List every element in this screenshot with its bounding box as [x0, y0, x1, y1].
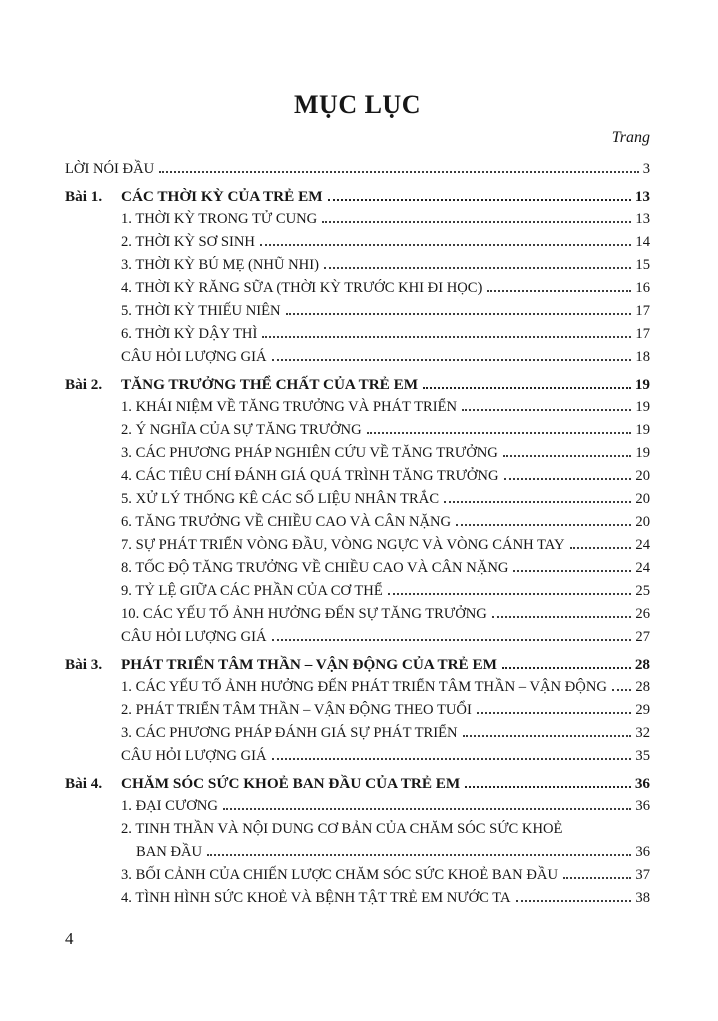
toc-entry	[65, 818, 650, 841]
toc-page-number: 28	[634, 656, 650, 673]
toc-entry-text: CÂU HỎI LƯỢNG GIÁ	[121, 349, 267, 365]
toc-entry	[65, 346, 650, 369]
page-title: MỤC LỤC	[294, 90, 421, 119]
toc-entry-text: 1. ĐẠI CƯƠNG	[121, 798, 218, 814]
toc-entry	[65, 300, 650, 323]
toc-list	[65, 158, 650, 910]
toc-page-number: 3	[642, 161, 650, 177]
toc-page-number: 29	[635, 702, 650, 718]
toc-entry	[65, 488, 650, 511]
toc-entry	[65, 254, 650, 277]
dotted-leader	[260, 244, 631, 246]
toc-entry-text: 1. CÁC YẾU TỐ ẢNH HƯỞNG ĐẾN PHÁT TRIỂN TÂM THẦN – VẬN ĐỘNG	[121, 679, 607, 695]
dotted-leader	[367, 432, 632, 434]
toc-page-number: 20	[635, 491, 650, 507]
toc-entry	[65, 185, 650, 208]
toc-entry	[65, 699, 650, 722]
toc-entry-text: 4. CÁC TIÊU CHÍ ĐÁNH GIÁ QUÁ TRÌNH TĂNG TRƯỞNG	[121, 468, 499, 484]
dotted-leader	[503, 455, 632, 457]
dotted-leader	[322, 221, 631, 223]
toc-page-number: 20	[635, 514, 650, 530]
chapter-label: Bài 3.	[65, 656, 103, 673]
dotted-leader	[612, 689, 632, 691]
toc-page-number: 13	[634, 188, 650, 205]
toc-page-number: 19	[634, 376, 650, 393]
dotted-leader	[272, 359, 632, 361]
toc-entry-text: 3. CÁC PHƯƠNG PHÁP ĐÁNH GIÁ SỰ PHÁT TRIỂN	[121, 725, 458, 741]
toc-page-number: 17	[635, 326, 650, 342]
dotted-leader	[492, 616, 632, 618]
toc-entry	[65, 841, 650, 864]
toc-entry	[65, 722, 650, 745]
toc-page-number: 19	[635, 422, 650, 438]
toc-entry-text: TĂNG TRƯỞNG THỂ CHẤT CỦA TRẺ EM	[121, 376, 419, 393]
toc-entry	[65, 745, 650, 768]
toc-page-number: 38	[635, 890, 650, 906]
toc-page-number: 17	[635, 303, 650, 319]
toc-page-number: 24	[635, 560, 650, 576]
dotted-leader	[502, 667, 631, 669]
dotted-leader	[516, 900, 632, 902]
folio-page-number: 4	[65, 929, 74, 948]
toc-entry-text: CÂU HỎI LƯỢNG GIÁ	[121, 748, 267, 764]
toc-entry	[65, 231, 650, 254]
toc-entry-text: 4. TÌNH HÌNH SỨC KHOẺ VÀ BỆNH TẬT TRẺ EM NƯỚC TA	[121, 890, 511, 906]
dotted-leader	[513, 570, 631, 572]
toc-page-number: 37	[635, 867, 650, 883]
dotted-leader	[262, 336, 631, 338]
toc-entry-text: 2. PHÁT TRIỂN TÂM THẦN – VẬN ĐỘNG THEO TUỔI	[121, 702, 472, 718]
toc-entry	[65, 653, 650, 676]
toc-page-number: 27	[635, 629, 650, 645]
dotted-leader	[487, 290, 631, 292]
toc-entry-text: 3. CÁC PHƯƠNG PHÁP NGHIÊN CỨU VỀ TĂNG TRƯỞNG	[121, 445, 498, 461]
toc-entry	[65, 603, 650, 626]
toc-page-number: 19	[635, 445, 650, 461]
toc-entry	[65, 465, 650, 488]
toc-page-number: 14	[635, 234, 650, 250]
toc-page-number: 36	[634, 775, 650, 792]
dotted-leader	[207, 854, 631, 856]
toc-page-number: 20	[635, 468, 650, 484]
toc-entry-text: 5. THỜI KỲ THIẾU NIÊN	[121, 303, 281, 319]
toc-entry-text: CÂU HỎI LƯỢNG GIÁ	[121, 629, 267, 645]
toc-entry-text: 6. TĂNG TRƯỞNG VỀ CHIỀU CAO VÀ CÂN NẶNG	[121, 514, 452, 530]
toc-entry-text: 1. THỜI KỲ TRONG TỬ CUNG	[121, 211, 318, 227]
toc-entry-text: 7. SỰ PHÁT TRIỂN VÒNG ĐẦU, VÒNG NGỰC VÀ VÒNG CÁNH TAY	[121, 537, 565, 553]
toc-entry-text: 2. Ý NGHĨA CỦA SỰ TĂNG TRƯỞNG	[121, 422, 362, 438]
dotted-leader	[159, 171, 639, 173]
toc-entry	[65, 864, 650, 887]
toc-page-number: 19	[635, 399, 650, 415]
dotted-leader	[462, 409, 631, 411]
toc-page-number: 16	[635, 280, 650, 296]
toc-page-number: 36	[635, 844, 650, 860]
dotted-leader	[328, 199, 631, 201]
toc-page-number: 25	[635, 583, 650, 599]
toc-entry-text: 4. THỜI KỲ RĂNG SỮA (THỜI KỲ TRƯỚC KHI ĐI HỌC)	[121, 280, 483, 296]
toc-entry	[65, 511, 650, 534]
dotted-leader	[324, 267, 631, 269]
toc-entry	[65, 580, 650, 603]
toc-entry	[65, 887, 650, 910]
dotted-leader	[563, 877, 631, 879]
dotted-leader	[465, 786, 631, 788]
chapter-label: Bài 1.	[65, 188, 103, 205]
dotted-leader	[456, 524, 631, 526]
toc-page-number: 18	[635, 349, 650, 365]
toc-entry	[65, 626, 650, 649]
toc-page-number: 15	[635, 257, 650, 273]
dotted-leader	[286, 313, 632, 315]
toc-entry	[65, 772, 650, 795]
toc-page-number: 32	[635, 725, 650, 741]
toc-entry-text: LỜI NÓI ĐẦU	[65, 161, 155, 177]
toc-entry-text: 2. TINH THẦN VÀ NỘI DUNG CƠ BẢN CỦA CHĂM SÓC SỨC KHOẺ	[121, 821, 563, 837]
toc-entry-text: PHÁT TRIỂN TÂM THẦN – VẬN ĐỘNG CỦA TRẺ EM	[121, 656, 497, 673]
toc-entry	[65, 419, 650, 442]
toc-entry-text: 6. THỜI KỲ DẬY THÌ	[121, 326, 258, 342]
toc-entry	[65, 396, 650, 419]
page-column-header: Trang	[611, 129, 650, 146]
toc-entry	[65, 534, 650, 557]
chapter-label: Bài 2.	[65, 376, 103, 393]
toc-entry	[65, 676, 650, 699]
toc-entry-text: 8. TỐC ĐỘ TĂNG TRƯỞNG VỀ CHIỀU CAO VÀ CÂN NẶNG	[121, 560, 509, 576]
toc-entry-text: 1. KHÁI NIỆM VỀ TĂNG TRƯỞNG VÀ PHÁT TRIỂN	[121, 399, 458, 415]
toc-entry-text: 10. CÁC YẾU TỐ ẢNH HƯỞNG ĐẾN SỰ TĂNG TRƯỞNG	[121, 606, 487, 622]
toc-entry-text: CHĂM SÓC SỨC KHOẺ BAN ĐẦU CỦA TRẺ EM	[121, 775, 461, 792]
toc-entry	[65, 442, 650, 465]
toc-entry-text: 9. TỶ LỆ GIỮA CÁC PHẦN CỦA CƠ THỂ	[121, 583, 383, 599]
toc-entry-text: 3. THỜI KỲ BÚ MẸ (NHŨ NHI)	[121, 257, 319, 273]
toc-entry-text: BAN ĐẦU	[136, 844, 203, 860]
toc-page-number: 35	[635, 748, 650, 764]
dotted-leader	[272, 639, 632, 641]
toc-entry	[65, 795, 650, 818]
toc-entry	[65, 373, 650, 396]
dotted-leader	[463, 735, 632, 737]
chapter-label: Bài 4.	[65, 775, 103, 792]
dotted-leader	[570, 547, 632, 549]
dotted-leader	[444, 501, 631, 503]
toc-page-number: 28	[635, 679, 650, 695]
toc-entry	[65, 158, 650, 181]
toc-page-number: 24	[635, 537, 650, 553]
dotted-leader	[223, 808, 632, 810]
toc-page-number: 26	[635, 606, 650, 622]
toc-entry	[65, 323, 650, 346]
dotted-leader	[423, 387, 631, 389]
toc-entry-text: 3. BỐI CẢNH CỦA CHIẾN LƯỢC CHĂM SÓC SỨC KHOẺ BAN ĐẦU	[121, 867, 558, 883]
dotted-leader	[477, 712, 632, 714]
toc-entry-text: CÁC THỜI KỲ CỦA TRẺ EM	[121, 188, 323, 205]
dotted-leader	[388, 593, 632, 595]
toc-entry	[65, 208, 650, 231]
toc-page-number: 13	[635, 211, 650, 227]
dotted-leader	[504, 478, 632, 480]
dotted-leader	[272, 758, 632, 760]
toc-entry-text: 2. THỜI KỲ SƠ SINH	[121, 234, 255, 250]
toc-page-number: 36	[635, 798, 650, 814]
toc-entry	[65, 557, 650, 580]
toc-entry	[65, 277, 650, 300]
toc-entry-text: 5. XỬ LÝ THỐNG KÊ CÁC SỐ LIỆU NHÂN TRẮC	[121, 491, 440, 507]
